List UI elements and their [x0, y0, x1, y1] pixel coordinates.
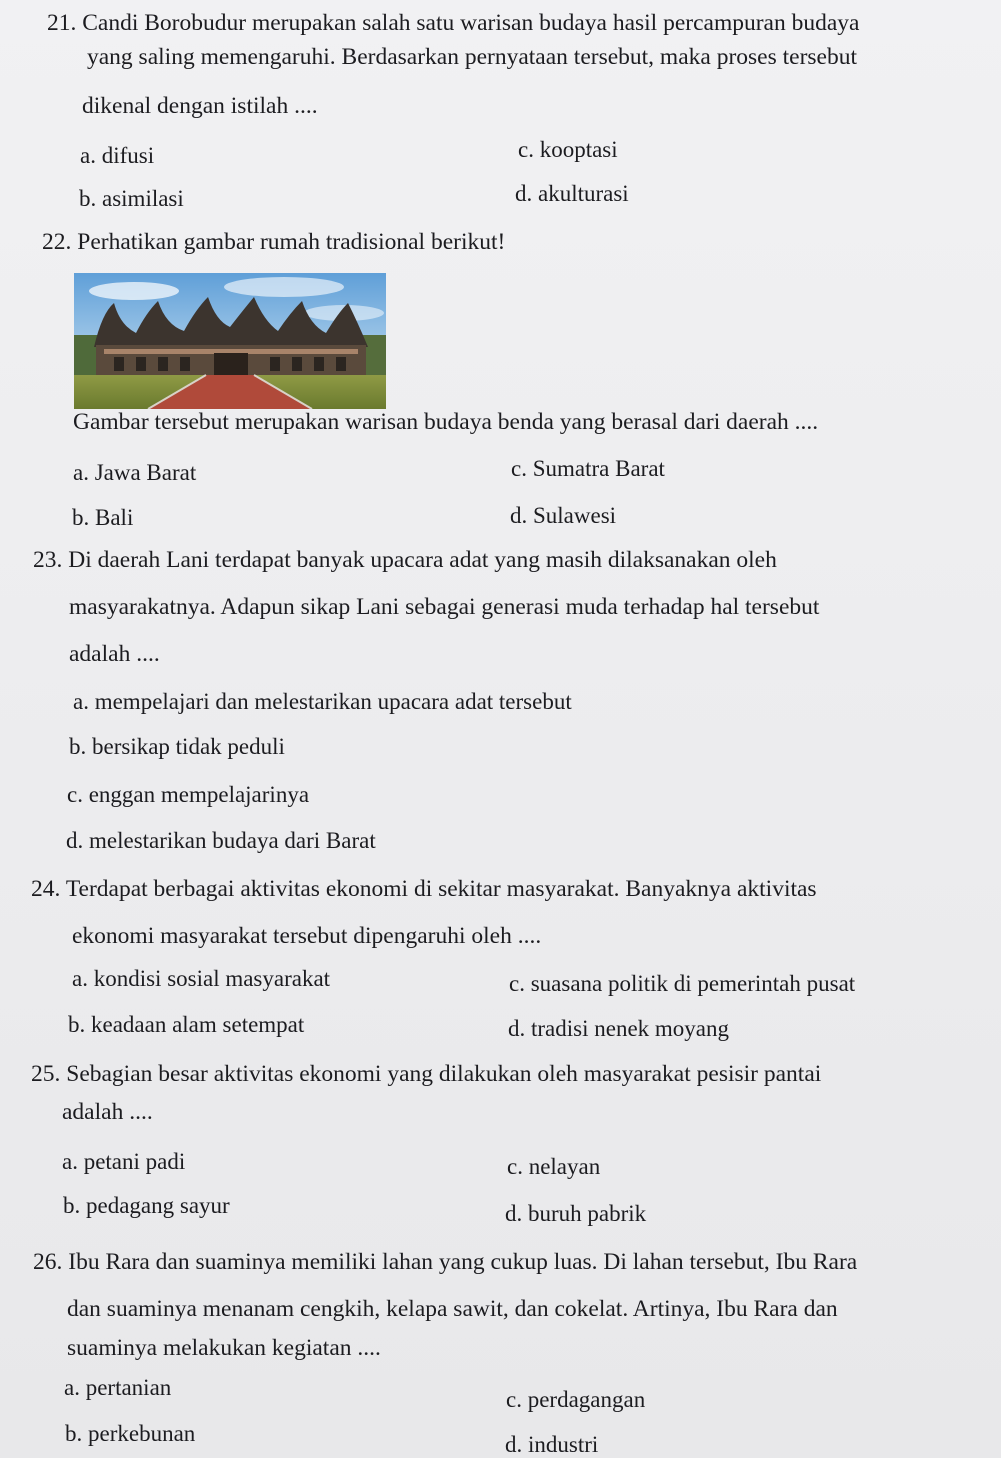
q23-option-a: a. mempelajari dan melestarikan upacara adat tersebut	[73, 689, 572, 714]
q21-option-c: c. kooptasi	[518, 137, 618, 162]
q24-option-a: a. kondisi sosial masyarakat	[72, 966, 331, 991]
q21-line-1: 21. Candi Borobudur merupakan salah satu warisan budaya hasil percampuran budaya	[47, 10, 860, 36]
q25-option-a: a. petani padi	[62, 1149, 186, 1174]
q26-line-3: suaminya melakukan kegiatan ....	[67, 1335, 381, 1361]
q22-line-2: Gambar tersebut merupakan warisan budaya benda yang berasal dari daerah ....	[73, 409, 819, 435]
q23-option-c: c. enggan mempelajarinya	[67, 782, 310, 807]
q26-option-a: a. pertanian	[64, 1375, 172, 1400]
rumah-gadang-photo	[74, 273, 386, 409]
q24-line-2: ekonomi masyarakat tersebut dipengaruhi oleh ....	[72, 923, 542, 949]
q25-option-b: b. pedagang sayur	[63, 1193, 230, 1218]
q23-option-d: d. melestarikan budaya dari Barat	[66, 828, 376, 853]
q23-option-b: b. bersikap tidak peduli	[69, 734, 285, 759]
q25-option-d: d. buruh pabrik	[505, 1201, 647, 1226]
q22-option-a: a. Jawa Barat	[73, 460, 197, 485]
q21-line-2: yang saling memengaruhi. Berdasarkan pernyataan tersebut, maka proses tersebut	[87, 44, 858, 70]
q21-option-d: d. akulturasi	[515, 181, 629, 206]
q24-option-b: b. keadaan alam setempat	[68, 1012, 305, 1037]
q21-option-a: a. difusi	[80, 143, 155, 168]
q26-line-2: dan suaminya menanam cengkih, kelapa sawit, dan cokelat. Artinya, Ibu Rara dan	[67, 1296, 838, 1322]
q26-option-b: b. perkebunan	[65, 1421, 196, 1446]
q22-option-b: b. Bali	[72, 505, 134, 530]
q21-option-b: b. asimilasi	[79, 186, 184, 211]
q24-option-c: c. suasana politik di pemerintah pusat	[509, 971, 856, 996]
q22-line-1: 22. Perhatikan gambar rumah tradisional berikut!	[42, 229, 506, 255]
q25-line-1: 25. Sebagian besar aktivitas ekonomi yang dilakukan oleh masyarakat pesisir pantai	[31, 1061, 822, 1087]
q22-option-c: c. Sumatra Barat	[511, 456, 665, 481]
q23-line-3: adalah ....	[69, 641, 160, 667]
q21-line-3: dikenal dengan istilah ....	[82, 93, 318, 119]
q26-option-d: d. industri	[505, 1432, 599, 1457]
q25-line-2: adalah ....	[62, 1099, 153, 1125]
q26-line-1: 26. Ibu Rara dan suaminya memiliki lahan yang cukup luas. Di lahan tersebut, Ibu Rara	[33, 1249, 858, 1275]
q25-option-c: c. nelayan	[507, 1154, 601, 1179]
q22-option-d: d. Sulawesi	[510, 503, 617, 528]
q24-line-1: 24. Terdapat berbagai aktivitas ekonomi di sekitar masyarakat. Banyaknya aktivitas	[31, 876, 817, 902]
q23-line-1: 23. Di daerah Lani terdapat banyak upacara adat yang masih dilaksanakan oleh	[33, 547, 777, 573]
q26-option-c: c. perdagangan	[506, 1387, 646, 1412]
q24-option-d: d. tradisi nenek moyang	[508, 1016, 730, 1041]
q23-line-2: masyarakatnya. Adapun sikap Lani sebagai generasi muda terhadap hal tersebut	[69, 594, 820, 620]
